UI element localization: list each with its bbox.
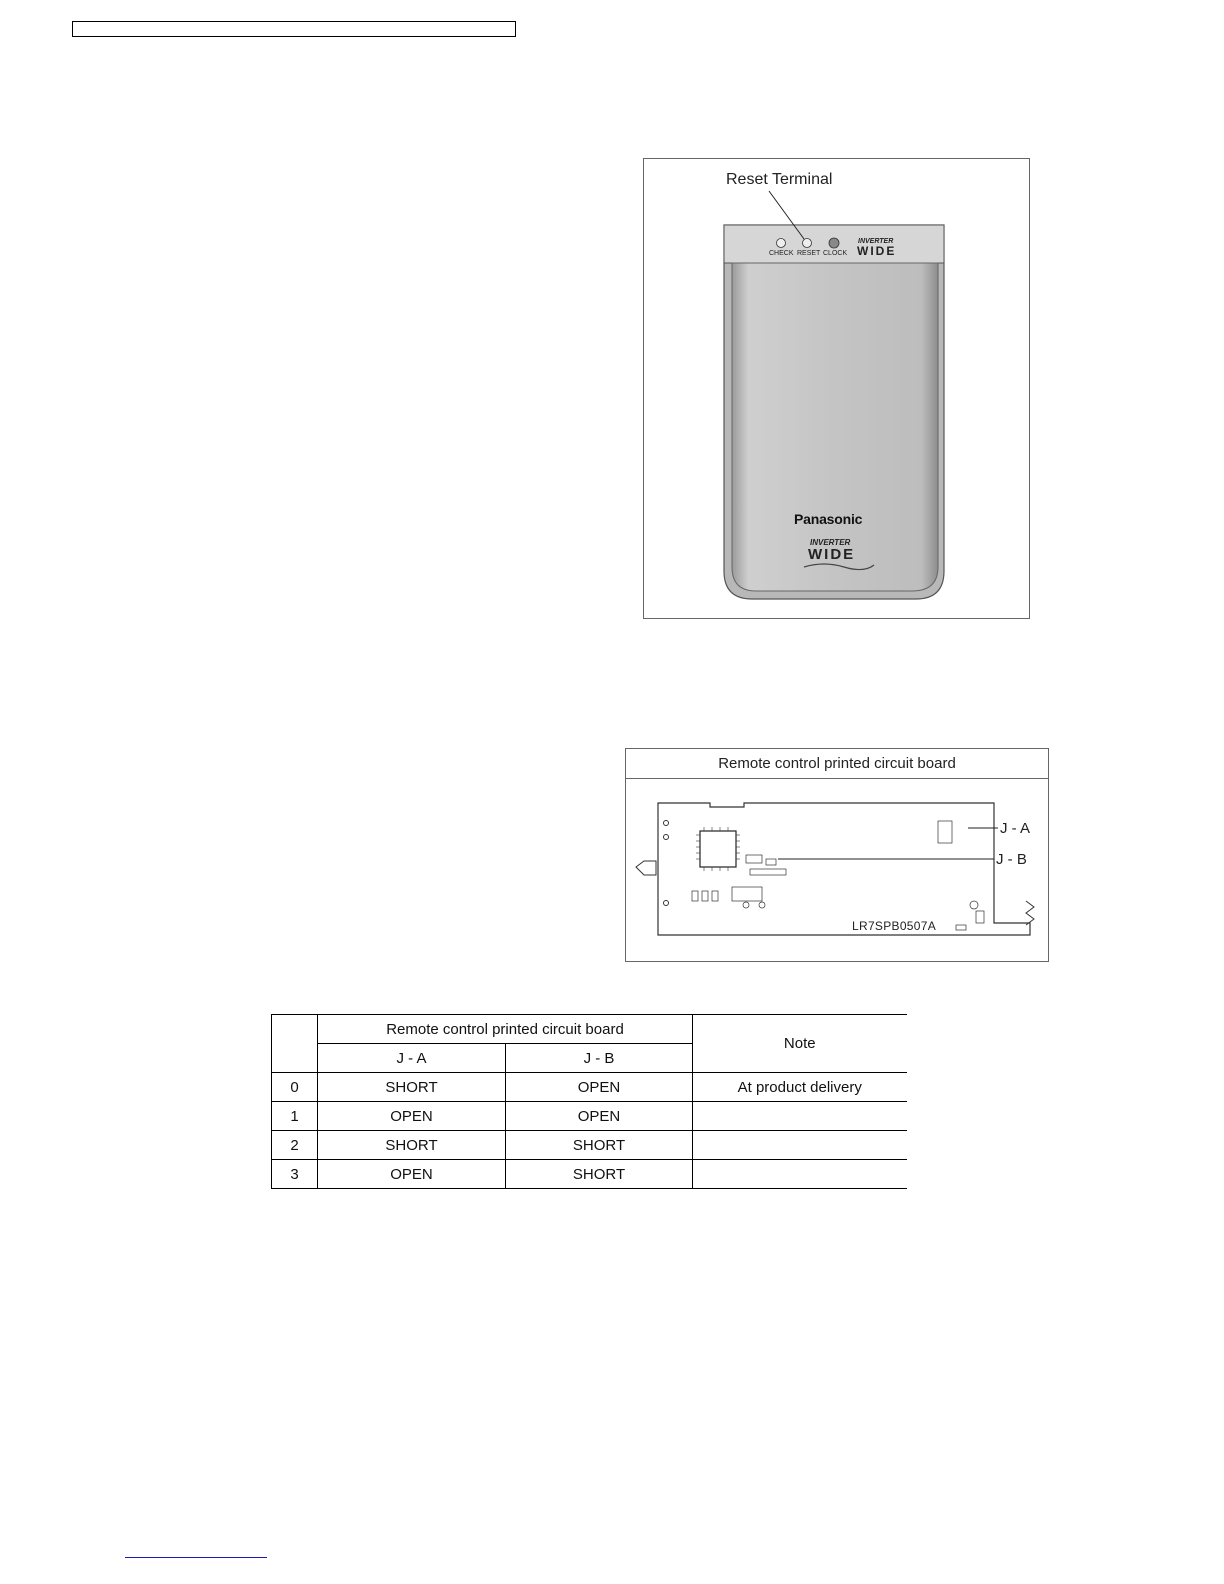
- reset-button-icon: [803, 239, 812, 248]
- pcb-figure-title: Remote control printed circuit board: [626, 749, 1048, 779]
- clock-button-label: CLOCK: [823, 250, 848, 257]
- table-jb-header: J - B: [506, 1044, 693, 1073]
- reset-terminal-label: Reset Terminal: [726, 171, 833, 188]
- ja-value: OPEN: [318, 1102, 506, 1131]
- ja-value: SHORT: [318, 1073, 506, 1102]
- jb-value: SHORT: [506, 1131, 693, 1160]
- remote-control-illustration: [644, 159, 1031, 620]
- ja-value: OPEN: [318, 1160, 506, 1189]
- pcb-ja-label: J - A: [1000, 820, 1031, 837]
- pcb-illustration: [626, 779, 1050, 963]
- table-row: [272, 1102, 907, 1131]
- table-row: [272, 1131, 907, 1160]
- brand-logo: Panasonic: [794, 511, 863, 527]
- check-button-icon: [777, 239, 786, 248]
- pcb-jb-label: J - B: [996, 851, 1027, 868]
- clock-button-icon: [829, 238, 839, 248]
- note-value: [693, 1102, 907, 1131]
- jb-value: OPEN: [506, 1102, 693, 1131]
- row-number: 2: [272, 1131, 318, 1160]
- table-header-row: [272, 1015, 907, 1044]
- remote-control-figure: [643, 158, 1030, 619]
- jumper-setting-table: [271, 1014, 907, 1189]
- table-row: [272, 1160, 907, 1189]
- check-button-label: CHECK: [769, 250, 794, 257]
- ic1-chip: [700, 831, 736, 867]
- note-value: [693, 1131, 907, 1160]
- table-note-header: Note: [693, 1015, 907, 1073]
- table-ja-header: J - A: [318, 1044, 506, 1073]
- jb-value: OPEN: [506, 1073, 693, 1102]
- inverter-logo-top: INVERTER: [858, 238, 894, 245]
- row-number: 3: [272, 1160, 318, 1189]
- wide-logo-bottom: WIDE: [808, 546, 856, 563]
- reset-button-label: RESET: [797, 250, 821, 257]
- table-row: [272, 1073, 907, 1102]
- jb-value: SHORT: [506, 1160, 693, 1189]
- footer-link-line: [125, 1557, 267, 1558]
- table-group-header: Remote control printed circuit board: [318, 1015, 693, 1044]
- row-number: 1: [272, 1102, 318, 1131]
- pcb-figure: [625, 748, 1049, 962]
- row-number: 0: [272, 1073, 318, 1102]
- wide-logo-top: WIDE: [857, 244, 897, 258]
- pcb-board-code: LR7SPB0507A: [852, 919, 937, 933]
- note-value: [693, 1160, 907, 1189]
- page-header-box: [72, 21, 516, 37]
- table-corner-cell: [272, 1015, 318, 1073]
- ja-value: SHORT: [318, 1131, 506, 1160]
- note-value: At product delivery: [693, 1073, 907, 1102]
- inverter-logo-bottom: INVERTER: [810, 538, 851, 547]
